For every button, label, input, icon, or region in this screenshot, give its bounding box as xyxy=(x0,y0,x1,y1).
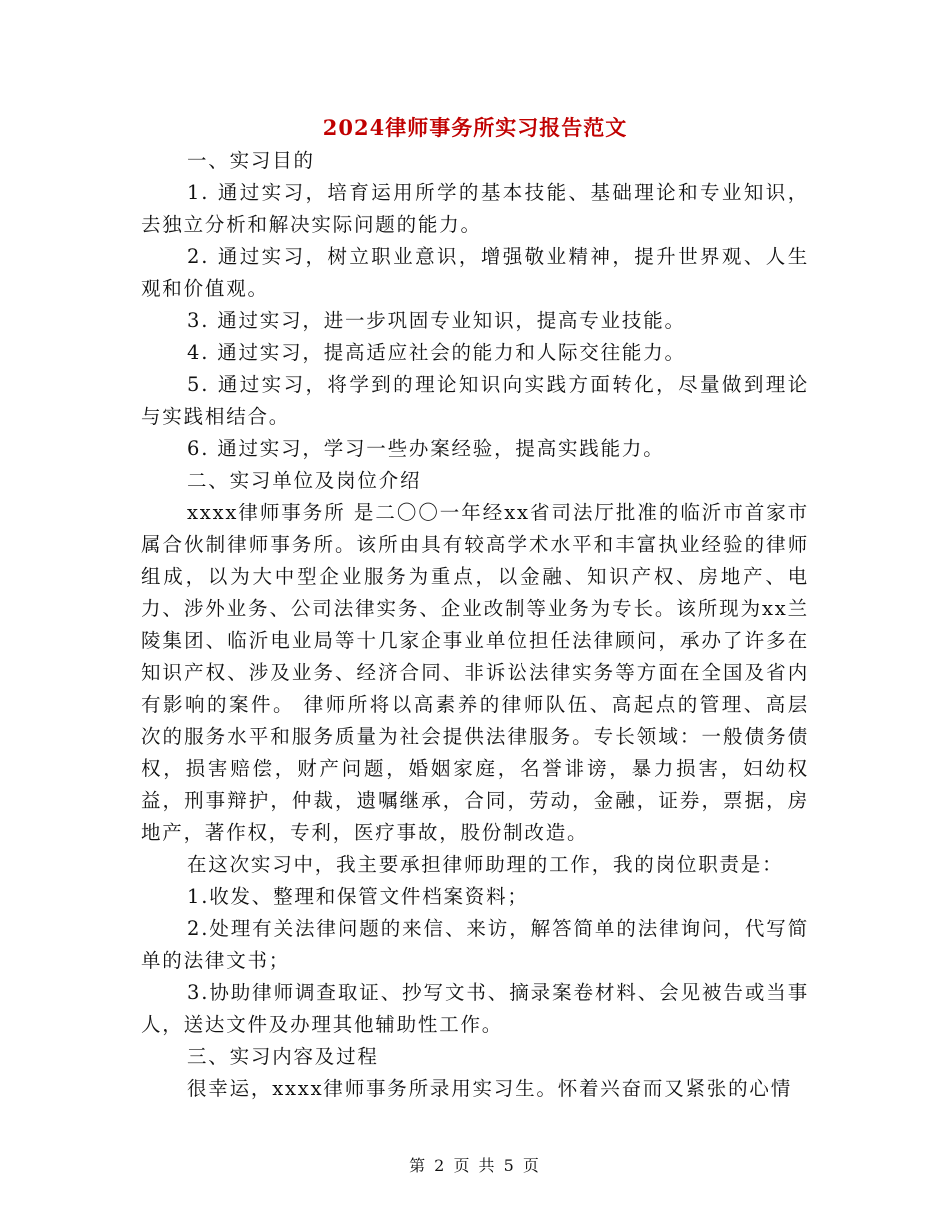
document-body xyxy=(141,145,809,1105)
content-paragraph-start: 很幸运，xxxx律师事务所录用实习生。怀着兴奋而又紧张的心情 xyxy=(187,1077,792,1100)
heading-content-process: 三、实习内容及过程 xyxy=(187,1045,379,1068)
heading-internship-purpose: 一、实习目的 xyxy=(187,149,315,172)
page-number-footer: 第 2 页 共 5 页 xyxy=(409,1156,541,1175)
document-title: 2024律师事务所实习报告范文 xyxy=(322,115,628,140)
firm-introduction-paragraph: xxxx律师事务所 是二〇〇一年经xx省司法厅批准的临沂市首家市属合伙制律师事务所。该所由具有较高学术水平和丰富执业经验的律师组成，以为大中型企业服务为重点，以金融、知识产权、房地产、电力、涉外业务、公司法律实务、企业改制等业务为专长。该所现为xx兰陵集团、临沂电业局等十几家企事业单位担任法律顾问，承办了许多在知识产权、涉及业务、经济合同、非诉讼法律实务等方面在全国及省内有影响的案件。 律师所将以高素养的律师队伍、高起点的管理、高层次的服务水平和服务质量为社会提供法律服务。专长领域：一般债务债权，损害赔偿，财产问题，婚姻家庭，名誉诽谤，暴力损害，妇幼权益，刑事辩护，仲裁，遗嘱继承，合同，劳动，金融，证券，票据，房地产，著作权，专利，医疗事故，股份制改造。 xyxy=(141,501,809,844)
purpose-item-4: 4. 通过实习，提高适应社会的能力和人际交往能力。 xyxy=(187,341,686,364)
purpose-item-3: 3. 通过实习，进一步巩固专业知识，提高专业技能。 xyxy=(187,309,686,332)
purpose-item-5: 5. 通过实习，将学到的理论知识向实践方面转化，尽量做到理论与实践相结合。 xyxy=(141,373,809,428)
duty-item-2: 2.处理有关法律问题的来信、来访，解答简单的法律询问，代写简单的法律文书； xyxy=(141,917,809,972)
duties-intro-paragraph: 在这次实习中，我主要承担律师助理的工作，我的岗位职责是： xyxy=(187,853,784,876)
duty-item-1: 1.收发、整理和保管文件档案资料； xyxy=(187,885,529,908)
purpose-item-1: 1. 通过实习，培育运用所学的基本技能、基础理论和专业知识，去独立分析和解决实际问题的能力。 xyxy=(141,181,809,236)
duty-item-3: 3.协助律师调查取证、抄写文书、摘录案卷材料、会见被告或当事人，送达文件及办理其他辅助性工作。 xyxy=(141,981,809,1036)
purpose-item-2: 2. 通过实习，树立职业意识，增强敬业精神，提升世界观、人生观和价值观。 xyxy=(141,245,809,300)
heading-unit-introduction: 二、实习单位及岗位介绍 xyxy=(187,469,422,492)
purpose-item-6: 6. 通过实习，学习一些办案经验，提高实践能力。 xyxy=(187,437,665,460)
